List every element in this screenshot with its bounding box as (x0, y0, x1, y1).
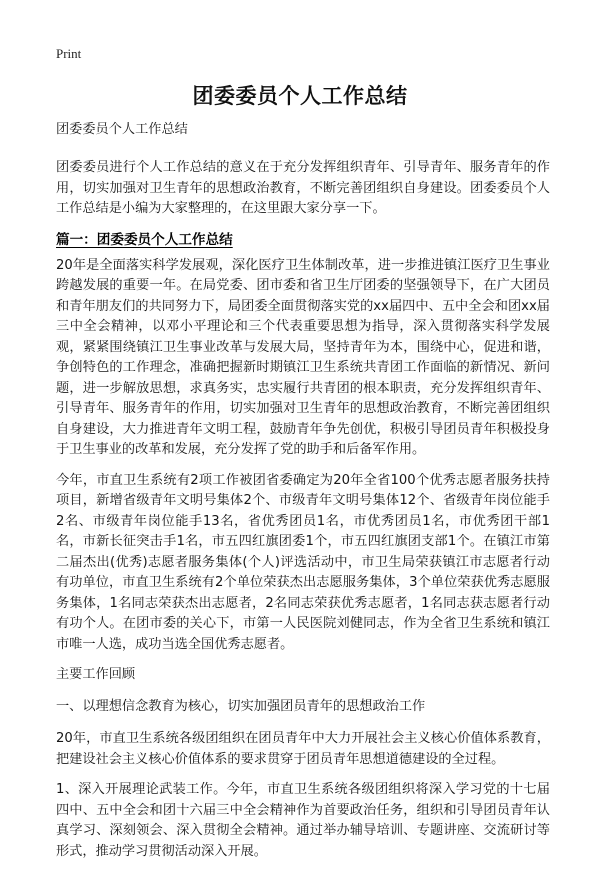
intro-paragraph: 团委委员进行个人工作总结的意义在于充分发挥组织青年、引导青年、服务青年的作用，切实加强对卫生青年的思想政治教育，不断完善团组织自身建设。团委委员个人工作总结是小编为大家整理的，在这里跟大家分享一下。 (56, 160, 550, 216)
review-heading: 主要工作回顾 (56, 667, 136, 682)
review-point-heading: 一、以理想信念教育为核心，切实加强团员青年的思想政治工作 (56, 699, 426, 714)
body-paragraph: 20年是全面落实科学发展观，深化医疗卫生体制改革，进一步推进镇江医疗卫生事业跨越发展的重要一年。在局党委、团市委和省卫生厅团委的坚强领导下，在广大团员和青年朋友们的共同努力下，局团委全面贯彻落实党的xx届四中、五中全会和团xx届三中全会精神，以邓小平理论和三个代表重要思想为指导，深入贯彻落实科学发展观，紧紧围绕镇江卫生事业改革与发展大局，坚持青年为本，围绕中心，促进和谐，争创特色的工作理念，准确把握新时期镇江卫生系统共青团工作面临的新情况、新问题，进一步解放思想，求真务实，忠实履行共青团的根本职责，充分发挥组织青年、引导青年、服务青年的作用，切实加强对卫生青年的思想政治教育，不断完善团组织自身建设，大力推进青年文明工程，鼓励青年争先创优，积极引导团员青年积极投身于卫生事业的改革和发展，充分发挥了党的助手和后备军作用。 (56, 257, 550, 457)
document-subtitle: 团委委员个人工作总结 (56, 122, 188, 137)
body-paragraph: 1、深入开展理论武装工作。今年，市直卫生系统各级团组织将深入学习党的十七届四中、五中全会和团十六届三中全会精神作为首要政治任务，组织和引导团员青年认真学习、深刻领会、深入贯彻全会精神。通过举办辅导培训、专题讲座、交流研讨等形式，推动学习贯彻活动深入开展。 (56, 782, 550, 859)
page-title: 团委委员个人工作总结 (192, 84, 408, 108)
section-heading: 篇一：团委委员个人工作总结 (56, 231, 233, 248)
print-link[interactable]: Print (56, 46, 82, 61)
body-paragraph: 20年，市直卫生系统各级团组织在团员青年中大力开展社会主义核心价值体系教育，把建设社会主义核心价值体系的要求贯穿于团员青年思想道德建设的全过程。 (56, 731, 550, 767)
document-body (56, 120, 550, 872)
body-paragraph: 今年，市直卫生系统有2项工作被团省委确定为20年全省100个优秀志愿者服务扶持项目，新增省级青年文明号集体2个、市级青年文明号集体12个、省级青年岗位能手2名、市级青年岗位能手13名，省优秀团员1名，市优秀团员1名，市优秀团干部1名，市新长征突击手1名，市五四红旗团委1个，市五四红旗团支部1个。在镇江市第二届杰出(优秀)志愿者服务集体(个人)评选活动中，市卫生局荣获镇江市志愿者行动有功单位，市直卫生系统有2个单位荣获杰出志愿服务集体，3个单位荣获优秀志愿服务集体，1名同志荣获杰出志愿者，2名同志荣获优秀志愿者，1名同志获志愿者行动有功个人。在团市委的关心下，市第一人民医院刘健同志，作为全省卫生系统和镇江市唯一人选，成功当选全国优秀志愿者。 (56, 472, 550, 652)
